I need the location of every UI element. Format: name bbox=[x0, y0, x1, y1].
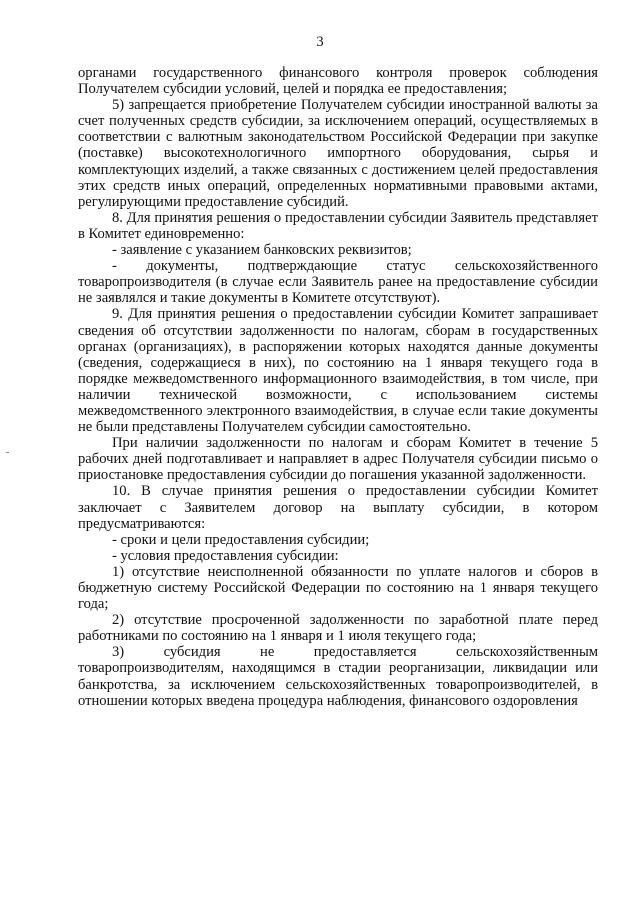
list-item-terms-goals: - сроки и цели предоставления субсидии; bbox=[112, 531, 370, 548]
condition-no-tax-obligation: 1) отсутствие неисполненной обязанности по уплате налогов и сборов в бюджетную систему Российской Федерации по состоянию на 1 января текущего года; bbox=[78, 563, 598, 613]
paragraph-currency-prohibition: 5) запрещается приобретение Получателем субсидии иностранной валюты за счет полученных средств субсидии, за исключением операций, осуществляемых в соответствии с валютным законодательством Российской Федерации при закупке (поставке) высокотехнологичного импортного оборудования, сырья и комплектующих изделий, а также связанных с достижением целей предоставления этих средств иных операций, определенных нормативными правовыми актами, регулирующими предоставление субсидий. bbox=[78, 97, 598, 210]
paragraph-section-10: 10. В случае принятия решения о предоставлении субсидии Комитет заключает с Заявителем договор на выплату субсидии, в котором предусматриваются: bbox=[78, 483, 598, 532]
paragraph-tax-debt: При наличии задолженности по налогам и сборам Комитет в течение 5 рабочих дней подготавливает и направляет в адрес Получателя субсидии письмо о приостановке предоставления субсидии до погашения указанной задолженности. bbox=[78, 435, 598, 484]
condition-reorganization-exclusion: 3) субсидия не предоставляется сельскохозяйственным товаропроизводителям, находящимся в стадии реорганизации, ликвидации или банкротства, за исключением сельскохозяйственных товаропроизводителей, в отношении которых введена процедура наблюдения, финансового оздоровления bbox=[78, 644, 598, 709]
list-item-bank-application: - заявление с указанием банковских реквизитов; bbox=[112, 242, 412, 259]
list-item-status-documents: - документы, подтверждающие статус сельскохозяйственного товаропроизводителя (в случае если Заявитель ранее на предоставление субсидии не заявлялся и такие документы в Комитете отсутствуют). bbox=[78, 258, 598, 307]
paragraph-control-continuation: органами государственного финансового контроля проверок соблюдения Получателем субсидии условий, целей и порядка ее предоставления; bbox=[78, 65, 598, 98]
page-number: 3 bbox=[316, 34, 324, 50]
list-item-conditions: - условия предоставления субсидии: bbox=[112, 547, 339, 564]
paragraph-section-8: 8. Для принятия решения о предоставлении субсидии Заявитель представляет в Комитет единовременно: bbox=[78, 209, 598, 242]
paragraph-section-9: 9. Для принятия решения о предоставлении субсидии Комитет запрашивает сведения об отсутствии задолженности по налогам, сборам в государственных органах (организациях), в распоряжении которых находятся данные документы (сведения, содержащиеся в них), по состоянию на 1 января текущего года в порядке межведомственного информационного взаимодействия, в том числе, при наличии технической возможности, с использованием системы межведомственного электронного взаимодействия, в случае если такие документы не были представлены Получателем субсидии самостоятельно. bbox=[78, 306, 598, 436]
scan-mark bbox=[6, 452, 9, 453]
condition-no-wage-arrears: 2) отсутствие просроченной задолженности по заработной плате перед работниками по состоянию на 1 января и 1 июля текущего года; bbox=[78, 612, 598, 645]
document-body bbox=[78, 65, 598, 709]
